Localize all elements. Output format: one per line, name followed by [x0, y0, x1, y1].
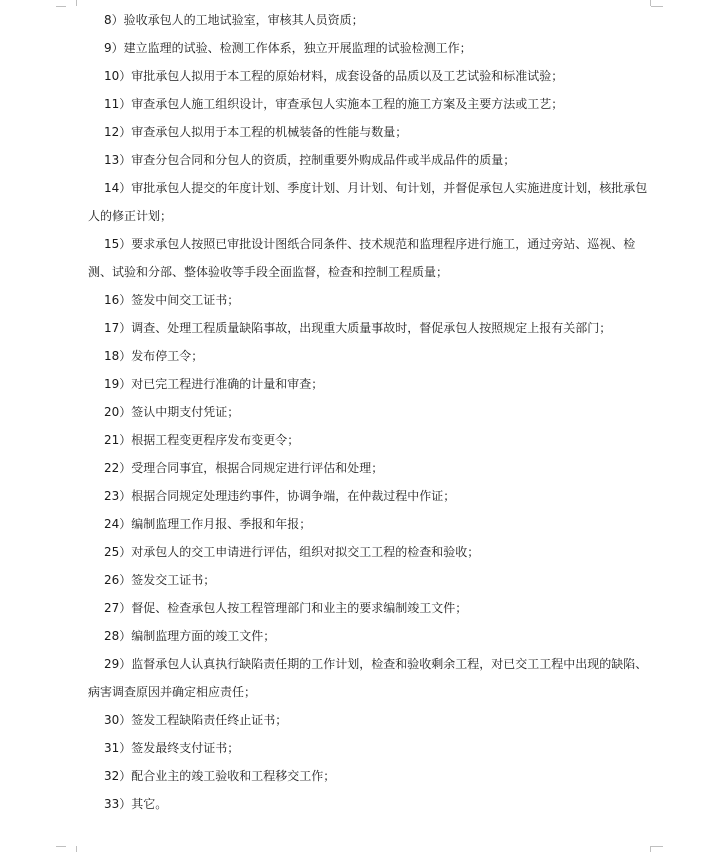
crop-mark-bottom-right-horizontal: [651, 846, 663, 847]
list-item: [88, 650, 654, 706]
list-item-text: 审批承包人拟用于本工程的原始材料，成套设备的品质以及工艺试验和标准试验；: [131, 69, 564, 83]
list-item-number: 21）: [104, 433, 132, 447]
crop-mark-top-left: [66, 0, 77, 6]
list-item: [88, 370, 654, 398]
list-item-text: 督促、检查承包人按工程管理部门和业主的要求编制竣工文件；: [131, 601, 468, 615]
list-item-text: 受理合同事宜，根据合同规定进行评估和处理；: [131, 461, 384, 475]
list-item-text: 编制监理工作月报、季报和年报；: [131, 517, 312, 531]
list-item-text: 建立监理的试验、检测工作体系，独立开展监理的试验检测工作；: [123, 41, 472, 55]
list-item-number: 23）: [104, 489, 132, 503]
list-item-text: 签发工程缺陷责任终止证书；: [131, 713, 288, 727]
list-item-text: 签认中期支付凭证；: [131, 405, 240, 419]
list-item-number: 9）: [104, 41, 124, 55]
list-item-text: 调查、处理工程质量缺陷事故，出现重大质量事故时，督促承包人按照规定上报有关部门；: [131, 321, 612, 335]
list-item: [88, 286, 654, 314]
list-item-number: 33）: [104, 797, 132, 811]
list-item-text: 签发中间交工证书；: [131, 293, 240, 307]
list-item-number: 29）: [104, 657, 132, 671]
list-item: [88, 790, 654, 818]
list-item-number: 10）: [104, 69, 132, 83]
list-item-text: 发布停工令；: [131, 349, 204, 363]
list-item-text: 审查分包合同和分包人的资质，控制重要外购成品件或半成品件的质量；: [131, 153, 516, 167]
list-item: [88, 706, 654, 734]
list-item: [88, 538, 654, 566]
list-item-number: 32）: [104, 769, 132, 783]
list-item-text: 根据合同规定处理违约事件，协调争端，在仲裁过程中作证；: [131, 489, 456, 503]
list-item-text: 验收承包人的工地试验室，审核其人员资质；: [123, 13, 364, 27]
list-item-text: 签发交工证书；: [131, 573, 216, 587]
list-item-number: 13）: [104, 153, 132, 167]
list-item: [88, 762, 654, 790]
list-item: [88, 174, 654, 230]
list-item-number: 18）: [104, 349, 132, 363]
list-item-text: 对承包人的交工申请进行评估，组织对拟交工工程的检查和验收；: [131, 545, 480, 559]
list-item-number: 8）: [104, 13, 124, 27]
list-item-text: 编制监理方面的竣工文件；: [131, 629, 276, 643]
list-item-text: 配合业主的竣工验收和工程移交工作；: [131, 769, 336, 783]
list-item-number: 15）: [104, 237, 132, 251]
list-item: [88, 398, 654, 426]
list-item-number: 31）: [104, 741, 132, 755]
list-item: [88, 146, 654, 174]
list-item-text: 签发最终支付证书；: [131, 741, 240, 755]
list-item-number: 12）: [104, 125, 132, 139]
list-item: [88, 482, 654, 510]
list-item: [88, 454, 654, 482]
list-item: [88, 566, 654, 594]
list-item-text: 要求承包人按照已审批设计图纸合同条件、技术规范和监理程序进行施工，通过旁站、巡视、检测、试验和分部、整体验收等手段全面监督，检查和控制工程质量；: [88, 237, 636, 279]
list-item-number: 22）: [104, 461, 132, 475]
list-item: [88, 62, 654, 90]
crop-mark-bottom-left-horizontal: [56, 846, 66, 847]
list-item-text: 监督承包人认真执行缺陷责任期的工作计划，检查和验收剩余工程，对已交工工程中出现的缺陷、病害调查原因并确定相应责任；: [88, 657, 648, 699]
list-item-number: 11）: [104, 97, 132, 111]
list-item: [88, 118, 654, 146]
list-item-number: 26）: [104, 573, 132, 587]
list-item-text: 审查承包人施工组织设计，审查承包人实施本工程的施工方案及主要方法或工艺；: [131, 97, 564, 111]
list-item-number: 24）: [104, 517, 132, 531]
list-item-text: 审批承包人提交的年度计划、季度计划、月计划、旬计划，并督促承包人实施进度计划，核批承包人的修正计划；: [88, 181, 648, 223]
list-item: [88, 34, 654, 62]
crop-mark-bottom-left: [66, 846, 77, 852]
list-item: [88, 734, 654, 762]
list-item-number: 20）: [104, 405, 132, 419]
list-item-text: 其它。: [131, 797, 168, 811]
list-item-number: 14）: [104, 181, 132, 195]
list-item: [88, 342, 654, 370]
list-item: [88, 426, 654, 454]
list-item-number: 16）: [104, 293, 132, 307]
list-item: [88, 6, 654, 34]
list-item-number: 28）: [104, 629, 132, 643]
list-item: [88, 314, 654, 342]
list-item: [88, 510, 654, 538]
list-item-text: 对已完工程进行准确的计量和审查；: [131, 377, 324, 391]
list-item-number: 27）: [104, 601, 132, 615]
document-body: [88, 6, 654, 818]
list-item-number: 17）: [104, 321, 132, 335]
list-item-number: 25）: [104, 545, 132, 559]
list-item: [88, 90, 654, 118]
list-item-number: 19）: [104, 377, 132, 391]
crop-mark-top-left-horizontal: [56, 6, 66, 7]
list-item-text: 根据工程变更程序发布变更令；: [131, 433, 300, 447]
list-item: [88, 230, 654, 286]
list-item-number: 30）: [104, 713, 132, 727]
list-item: [88, 622, 654, 650]
list-item-text: 审查承包人拟用于本工程的机械装备的性能与数量；: [131, 125, 408, 139]
list-item: [88, 594, 654, 622]
